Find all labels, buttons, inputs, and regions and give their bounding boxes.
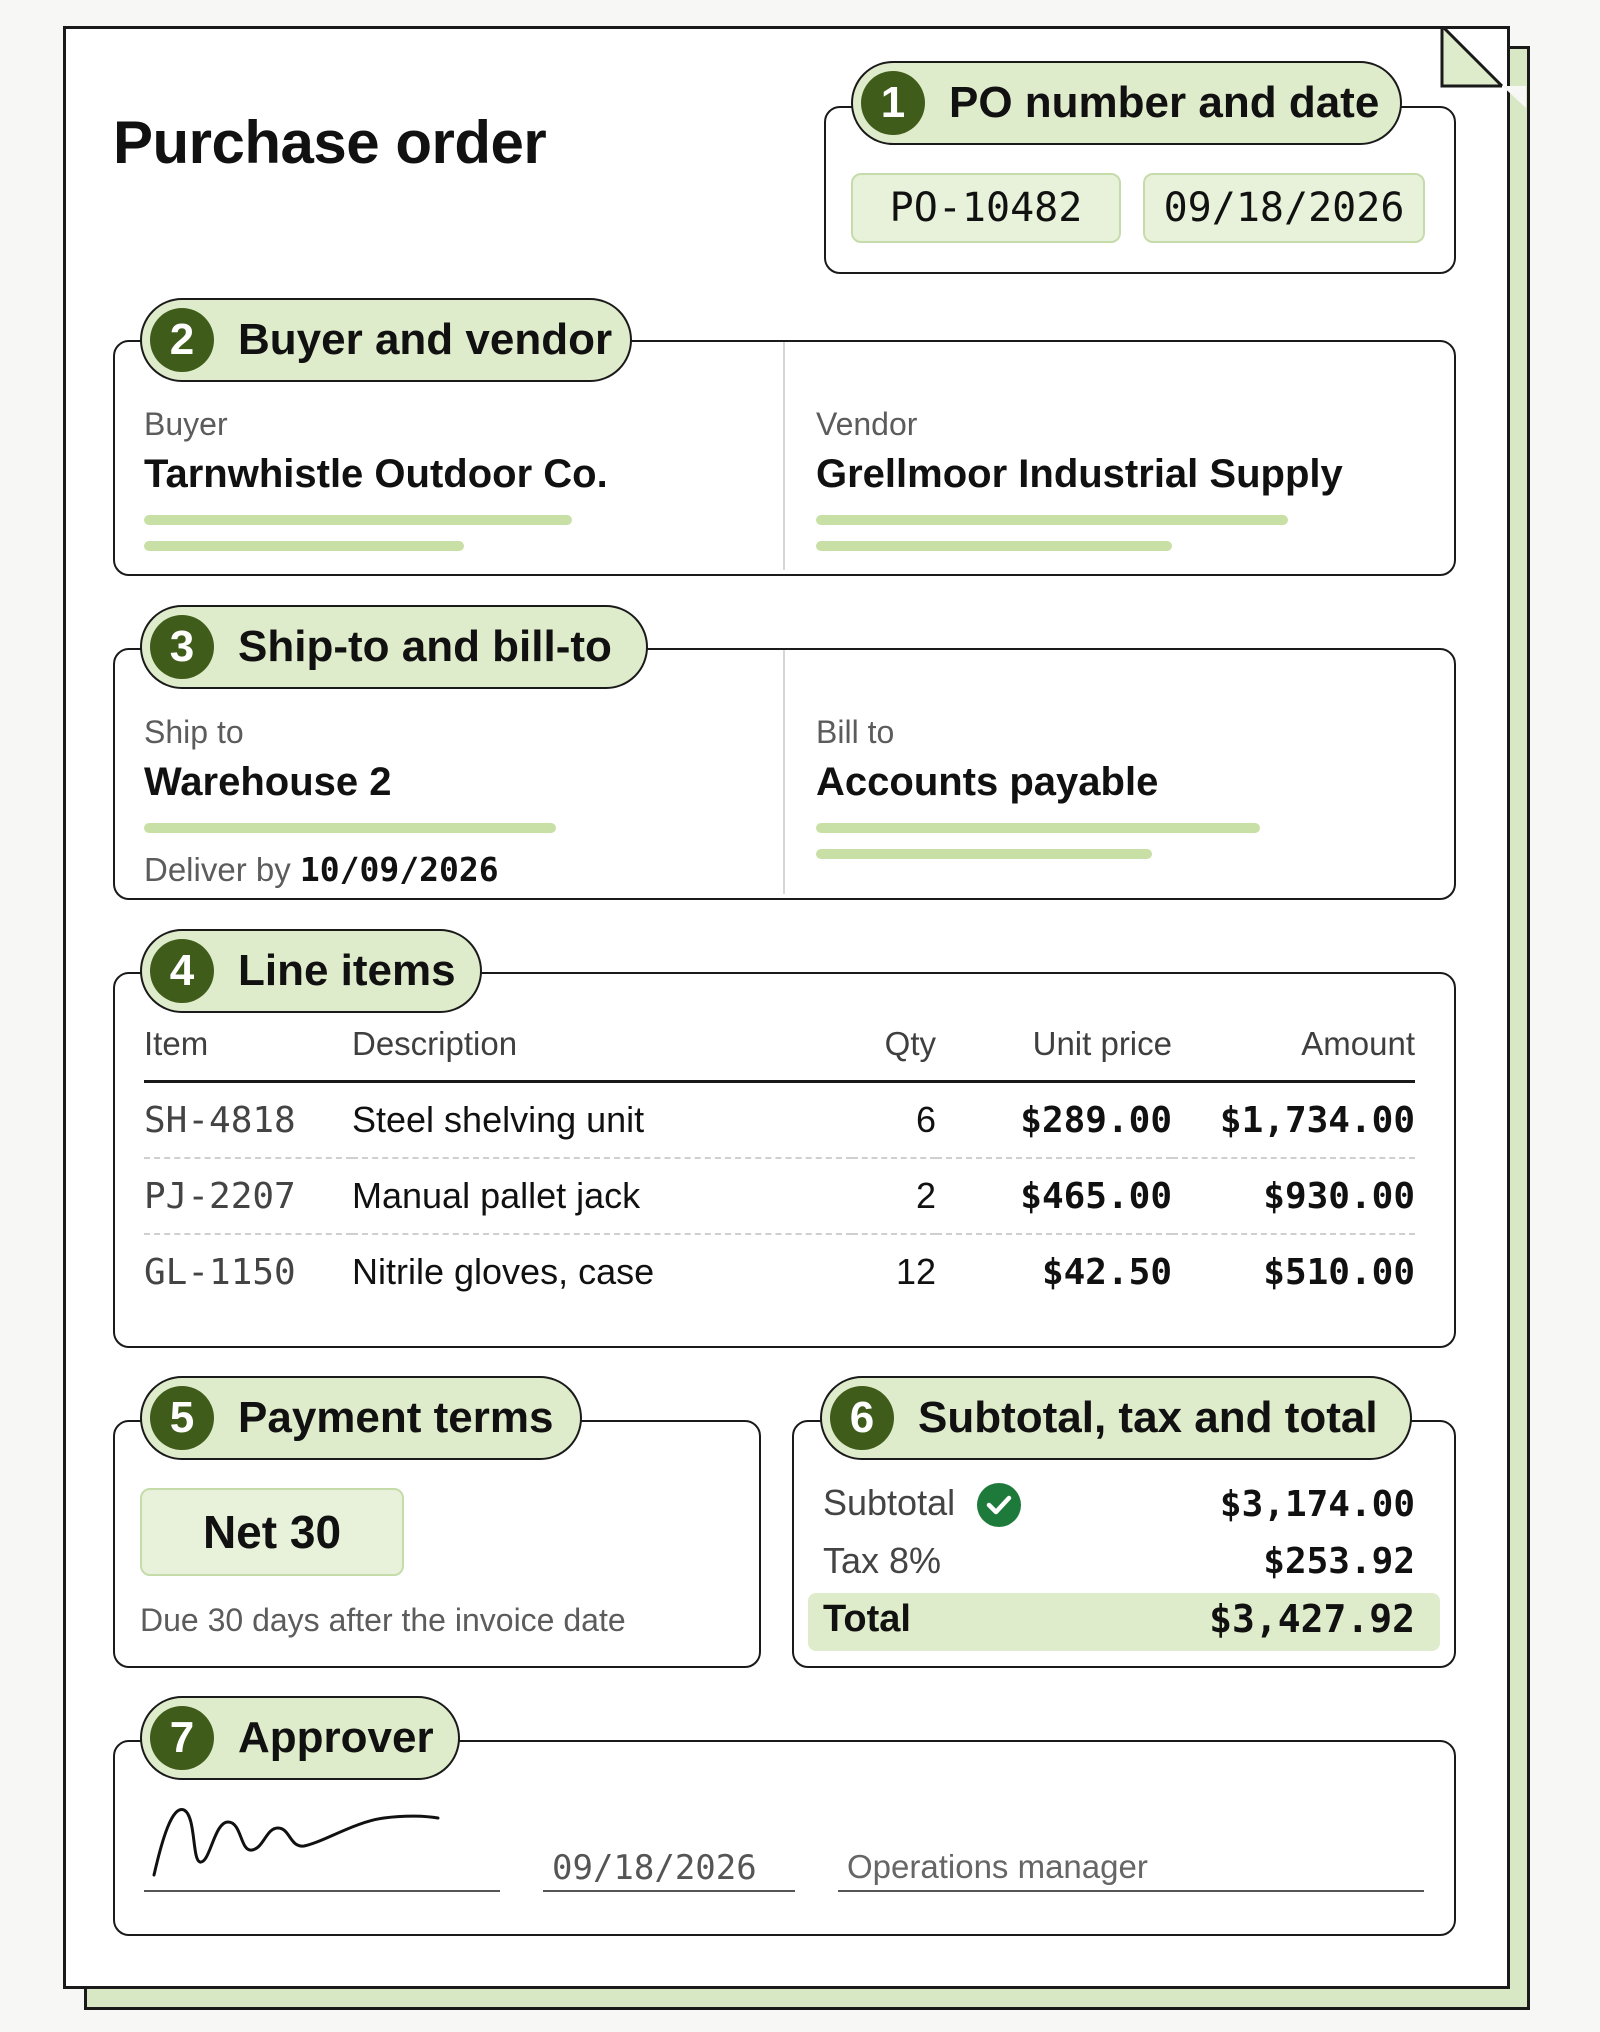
ship-to-label: Ship to (144, 714, 244, 750)
vendor-label: Vendor (816, 406, 918, 442)
tax-label: Tax 8% (823, 1540, 942, 1581)
tax-row (823, 1540, 1415, 1582)
placeholder-line (816, 823, 1260, 833)
buyer-name: Tarnwhistle Outdoor Co. (144, 452, 608, 496)
section-number: 7 (150, 1706, 214, 1770)
date-line (543, 1890, 795, 1892)
item-qty: 12 (895, 1251, 936, 1292)
section-pill-po (851, 61, 1402, 145)
total-value: $3,427.92 (1209, 1597, 1415, 1641)
placeholder-line (144, 515, 572, 525)
total-row (823, 1597, 1415, 1641)
section-number: 3 (150, 615, 214, 679)
approval-date: 09/18/2026 (552, 1848, 757, 1888)
item-amount: $1,734.00 (1172, 1082, 1415, 1159)
section-pill-approver (140, 1696, 460, 1780)
section-label: PO number and date (949, 78, 1380, 127)
item-description: Steel shelving unit (352, 1082, 852, 1159)
placeholder-line (816, 849, 1152, 859)
section-label: Line items (238, 946, 456, 995)
divider (783, 650, 785, 894)
role-line (838, 1890, 1424, 1892)
section-pill-totals (820, 1376, 1412, 1460)
buyer-label: Buyer (144, 406, 228, 442)
section-label: Approver (238, 1713, 434, 1762)
section-label: Buyer and vendor (238, 315, 613, 364)
placeholder-line (816, 515, 1288, 525)
section-label: Payment terms (238, 1393, 554, 1442)
payment-terms: Net 30 (140, 1488, 404, 1576)
payment-note: Due 30 days after the invoice date (140, 1602, 626, 1638)
item-code: PJ-2207 (144, 1158, 352, 1234)
section-pill-payment (140, 1376, 582, 1460)
po-number: PO-10482 (851, 173, 1121, 243)
check-icon (977, 1483, 1021, 1527)
approver-role: Operations manager (847, 1848, 1148, 1885)
item-qty: 6 (852, 1082, 936, 1159)
subtotal-value: $3,174.00 (1219, 1484, 1415, 1526)
total-label: Total (823, 1597, 911, 1640)
item-qty: 2 (852, 1158, 936, 1234)
page-title: Purchase order (113, 109, 547, 176)
tax-value: $253.92 (1263, 1540, 1415, 1582)
column-header-qty: Qty (852, 1022, 936, 1082)
signature-line (144, 1890, 500, 1892)
section-number: 4 (150, 939, 214, 1003)
item-unit-price: $465.00 (936, 1158, 1172, 1234)
item-unit-price: $289.00 (936, 1082, 1172, 1159)
item-description: Nitrile gloves, case (352, 1251, 655, 1292)
bill-to-value: Accounts payable (816, 760, 1159, 804)
deliver-by-date: 10/09/2026 (299, 850, 499, 889)
item-amount: $930.00 (1172, 1158, 1415, 1234)
section-number: 5 (150, 1386, 214, 1450)
deliver-by-label: Deliver by (144, 851, 291, 888)
item-code: GL-1150 (144, 1251, 296, 1293)
item-unit-price: $42.50 (1041, 1251, 1172, 1293)
section-label: Ship-to and bill-to (238, 622, 612, 671)
ship-to-value: Warehouse 2 (144, 760, 392, 804)
table-header-row (144, 1022, 1415, 1082)
item-description: Manual pallet jack (352, 1158, 852, 1234)
placeholder-line (144, 541, 464, 551)
section-number: 2 (150, 308, 214, 372)
subtotal-label-group (823, 1482, 1021, 1527)
section-number: 6 (830, 1386, 894, 1450)
placeholder-line (816, 541, 1172, 551)
bill-to-label: Bill to (816, 714, 895, 750)
vendor-name: Grellmoor Industrial Supply (816, 452, 1343, 496)
item-amount: $510.00 (1263, 1251, 1415, 1293)
table-row (144, 1158, 1415, 1234)
column-header-description: Description (352, 1022, 852, 1082)
line-items-table (144, 1022, 1415, 1309)
page-fold-icon (1440, 26, 1526, 108)
subtotal-row (823, 1482, 1415, 1527)
divider (783, 342, 785, 570)
deliver-by (144, 850, 499, 889)
section-pill-line-items (140, 929, 482, 1013)
section-number: 1 (861, 71, 925, 135)
column-header-item: Item (144, 1022, 352, 1082)
table-row (144, 1082, 1415, 1159)
item-code: SH-4818 (144, 1082, 352, 1159)
section-pill-parties (140, 298, 632, 382)
table-row (144, 1234, 1415, 1309)
signature (144, 1800, 454, 1880)
column-header-unit-price: Unit price (936, 1022, 1172, 1082)
subtotal-label: Subtotal (823, 1482, 956, 1523)
section-pill-shipping (140, 605, 648, 689)
po-date: 09/18/2026 (1143, 173, 1425, 243)
section-label: Subtotal, tax and total (918, 1393, 1378, 1442)
column-header-amount: Amount (1172, 1022, 1415, 1082)
placeholder-line (144, 823, 556, 833)
